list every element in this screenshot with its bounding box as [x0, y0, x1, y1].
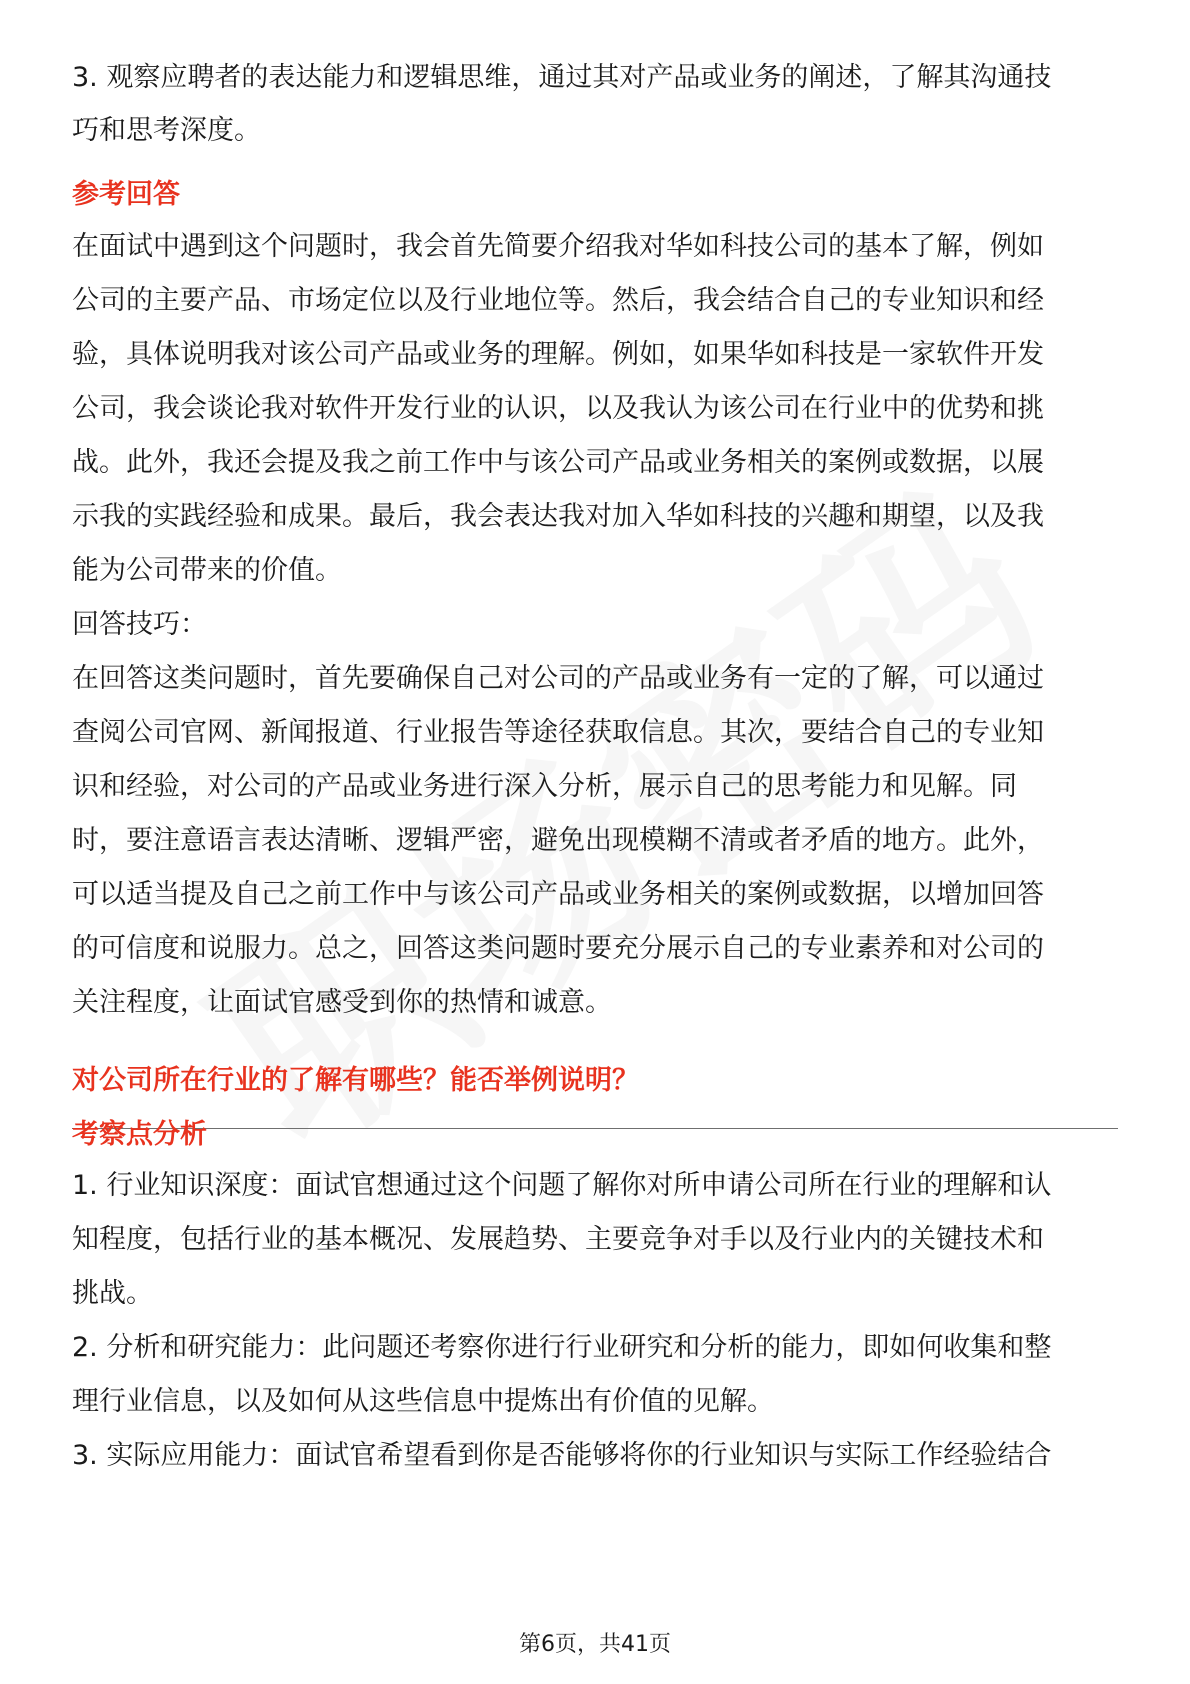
answer-line: 战。此外，我还会提及我之前工作中与该公司产品或业务相关的案例或数据，以展	[72, 447, 1044, 478]
tips-label: 回答技巧：	[72, 609, 207, 640]
tips-line: 在回答这类问题时，首先要确保自己对公司的产品或业务有一定的了解，可以通过	[72, 663, 1044, 694]
answer-heading: 参考回答	[72, 179, 180, 210]
analysis-line: 理行业信息，以及如何从这些信息中提炼出有价值的见解。	[72, 1386, 774, 1417]
tips-line: 时，要注意语言表达清晰、逻辑严密，避免出现模糊不清或者矛盾的地方。此外，	[72, 825, 1044, 856]
question-title: 对公司所在行业的了解有哪些？能否举例说明？	[72, 1065, 639, 1096]
intro-line: 3. 观察应聘者的表达能力和逻辑思维，通过其对产品或业务的阐述，了解其沟通技	[72, 62, 1052, 93]
tips-line: 查阅公司官网、新闻报道、行业报告等途径获取信息。其次，要结合自己的专业知	[72, 717, 1044, 748]
analysis-line: 2. 分析和研究能力：此问题还考察你进行行业研究和分析的能力，即如何收集和整	[72, 1332, 1052, 1363]
intro-line: 巧和思考深度。	[72, 115, 261, 146]
analysis-heading: 考察点分析	[72, 1119, 207, 1150]
page-indicator: 第6页，共41页	[519, 1632, 671, 1657]
analysis-line: 挑战。	[72, 1278, 153, 1309]
analysis-line: 1. 行业知识深度：面试官想通过这个问题了解你对所申请公司所在行业的理解和认	[72, 1170, 1052, 1201]
answer-line: 验，具体说明我对该公司产品或业务的理解。例如，如果华如科技是一家软件开发	[72, 339, 1044, 370]
answer-line: 能为公司带来的价值。	[72, 555, 342, 586]
analysis-line: 3. 实际应用能力：面试官希望看到你是否能够将你的行业知识与实际工作经验结合	[72, 1440, 1052, 1471]
tips-line: 关注程度，让面试官感受到你的热情和诚意。	[72, 987, 612, 1018]
answer-line: 公司，我会谈论我对软件开发行业的认识，以及我认为该公司在行业中的优势和挑	[72, 393, 1044, 424]
tips-line: 的可信度和说服力。总之，回答这类问题时要充分展示自己的专业素养和对公司的	[72, 933, 1044, 964]
answer-line: 示我的实践经验和成果。最后，我会表达我对加入华如科技的兴趣和期望，以及我	[72, 501, 1044, 532]
analysis-line: 知程度，包括行业的基本概况、发展趋势、主要竞争对手以及行业内的关键技术和	[72, 1224, 1044, 1255]
answer-line: 在面试中遇到这个问题时，我会首先简要介绍我对华如科技公司的基本了解，例如	[72, 231, 1044, 262]
tips-line: 识和经验，对公司的产品或业务进行深入分析，展示自己的思考能力和见解。同	[72, 771, 1017, 802]
tips-line: 可以适当提及自己之前工作中与该公司产品或业务相关的案例或数据，以增加回答	[72, 879, 1044, 910]
answer-line: 公司的主要产品、市场定位以及行业地位等。然后，我会结合自己的专业知识和经	[72, 285, 1044, 316]
